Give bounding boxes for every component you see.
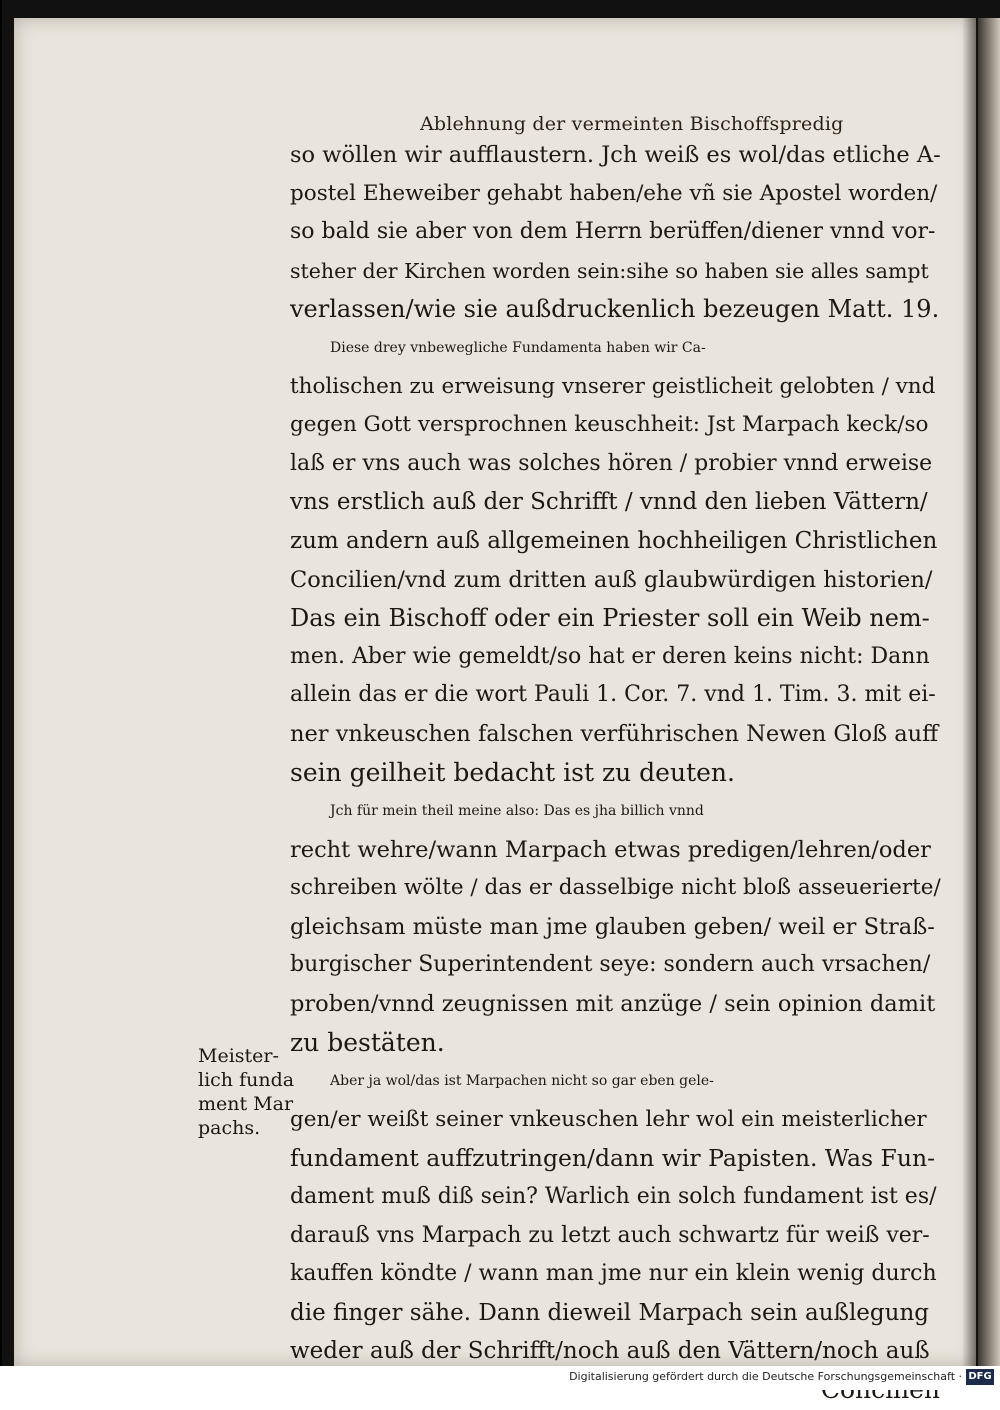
text-line: fundament auffzutringen/dann wir Papisten. Was Fun- — [290, 1144, 936, 1173]
text-line: weder auß der Schrifft/noch auß den Vättern/noch auß — [290, 1338, 930, 1365]
text-line: zum andern auß allgemeinen hochheiligen Christlichen — [290, 527, 938, 554]
text-line: Das ein Bischoff oder ein Priester soll ein Weib nem- — [290, 604, 930, 633]
text-line: dament muß diß sein? Warlich ein solch fundament ist es/ — [290, 1184, 937, 1210]
text-line: verlassen/wie sie außdruckenlich bezeugen Matt. 19. — [290, 295, 940, 324]
marginal-note-line: ment Mar — [198, 1093, 294, 1115]
text-line: steher der Kirchen worden sein:sihe so haben sie alles sampt — [290, 258, 929, 283]
text-line: postel Eheweiber gehabt haben/ehe vñ sie Apostel worden/ — [290, 180, 938, 206]
marginal-note-line: pachs. — [198, 1117, 261, 1139]
body-text — [290, 136, 940, 1410]
text-line: ner vnkeuschen falschen verführischen Newen Gloß auff — [290, 720, 939, 747]
text-line: so wöllen wir aufflaustern. Jch weiß es wol/das etliche A- — [290, 142, 941, 168]
text-line: so bald sie aber von dem Herrn berüffen/diener vnnd vor- — [290, 219, 936, 245]
text-line: proben/vnnd zeugnissen mit anzüge / sein opinion damit — [290, 991, 936, 1018]
marginal-note-line: Meister- — [198, 1045, 279, 1067]
page-edge-shadow — [978, 18, 1000, 1366]
text-line: gen/er weißt seiner vnkeuschen lehr wol ein meisterlicher — [290, 1106, 927, 1132]
text-line: darauß vns Marpach zu letzt auch schwartz für weiß ver- — [290, 1222, 930, 1248]
text-line: men. Aber wie gemeldt/so hat er deren keins nicht: Dann — [290, 643, 930, 669]
funding-credit: Digitalisierung gefördert durch die Deutsche Forschungsgemeinschaft · — [569, 1370, 962, 1383]
dfg-logo-icon: DFG — [966, 1369, 994, 1385]
text-line: allein das er die wort Pauli 1. Cor. 7. vnd 1. Tim. 3. mit ei- — [290, 682, 936, 708]
text-line: Aber ja wol/das ist Marpachen nicht so gar eben gele- — [330, 1073, 714, 1090]
marginal-note — [198, 1044, 295, 1140]
marginal-note-line: lich funda — [198, 1069, 295, 1091]
text-line: gleichsam müste man jme glauben geben/ weil er Straß- — [290, 913, 935, 940]
footer-bar — [0, 1366, 1000, 1390]
text-line: die finger sähe. Dann dieweil Marpach sein außlegung — [290, 1299, 929, 1326]
text-line: burgischer Superintendent seye: sondern auch vrsachen/ — [290, 952, 931, 978]
text-line: gegen Gott versprochnen keuschheit: Jst Marpach keck/so — [290, 412, 929, 438]
running-head: Ablehnung der vermeinten Bischoffspredig — [420, 113, 844, 135]
text-line: Diese drey vnbewegliche Fundamenta haben wir Ca- — [330, 339, 706, 356]
text-line: sein geilheit bedacht ist zu deuten. — [290, 757, 735, 787]
text-line: laß er vns auch was solches hören / probier vnnd erweise — [290, 450, 933, 476]
text-line: zu bestäten. — [290, 1027, 445, 1057]
text-line: Concilien/vnd zum dritten auß glaubwürdigen historien/ — [290, 566, 933, 593]
text-line: Jch für mein theil meine also: Das es jha billich vnnd — [330, 803, 704, 820]
text-line: kauffen köndte / wann man jme nur ein klein wenig durch — [290, 1261, 937, 1287]
text-line: tholischen zu erweisung vnserer geistlicheit gelobten / vnd — [290, 373, 936, 399]
text-line: vns erstlich auß der Schrifft / vnnd den lieben Vättern/ — [290, 489, 928, 516]
text-line: schreiben wölte / das er dasselbige nicht bloß asseuerierte/ — [290, 875, 941, 901]
text-line: recht wehre/wann Marpach etwas predigen/lehren/oder — [290, 836, 931, 863]
